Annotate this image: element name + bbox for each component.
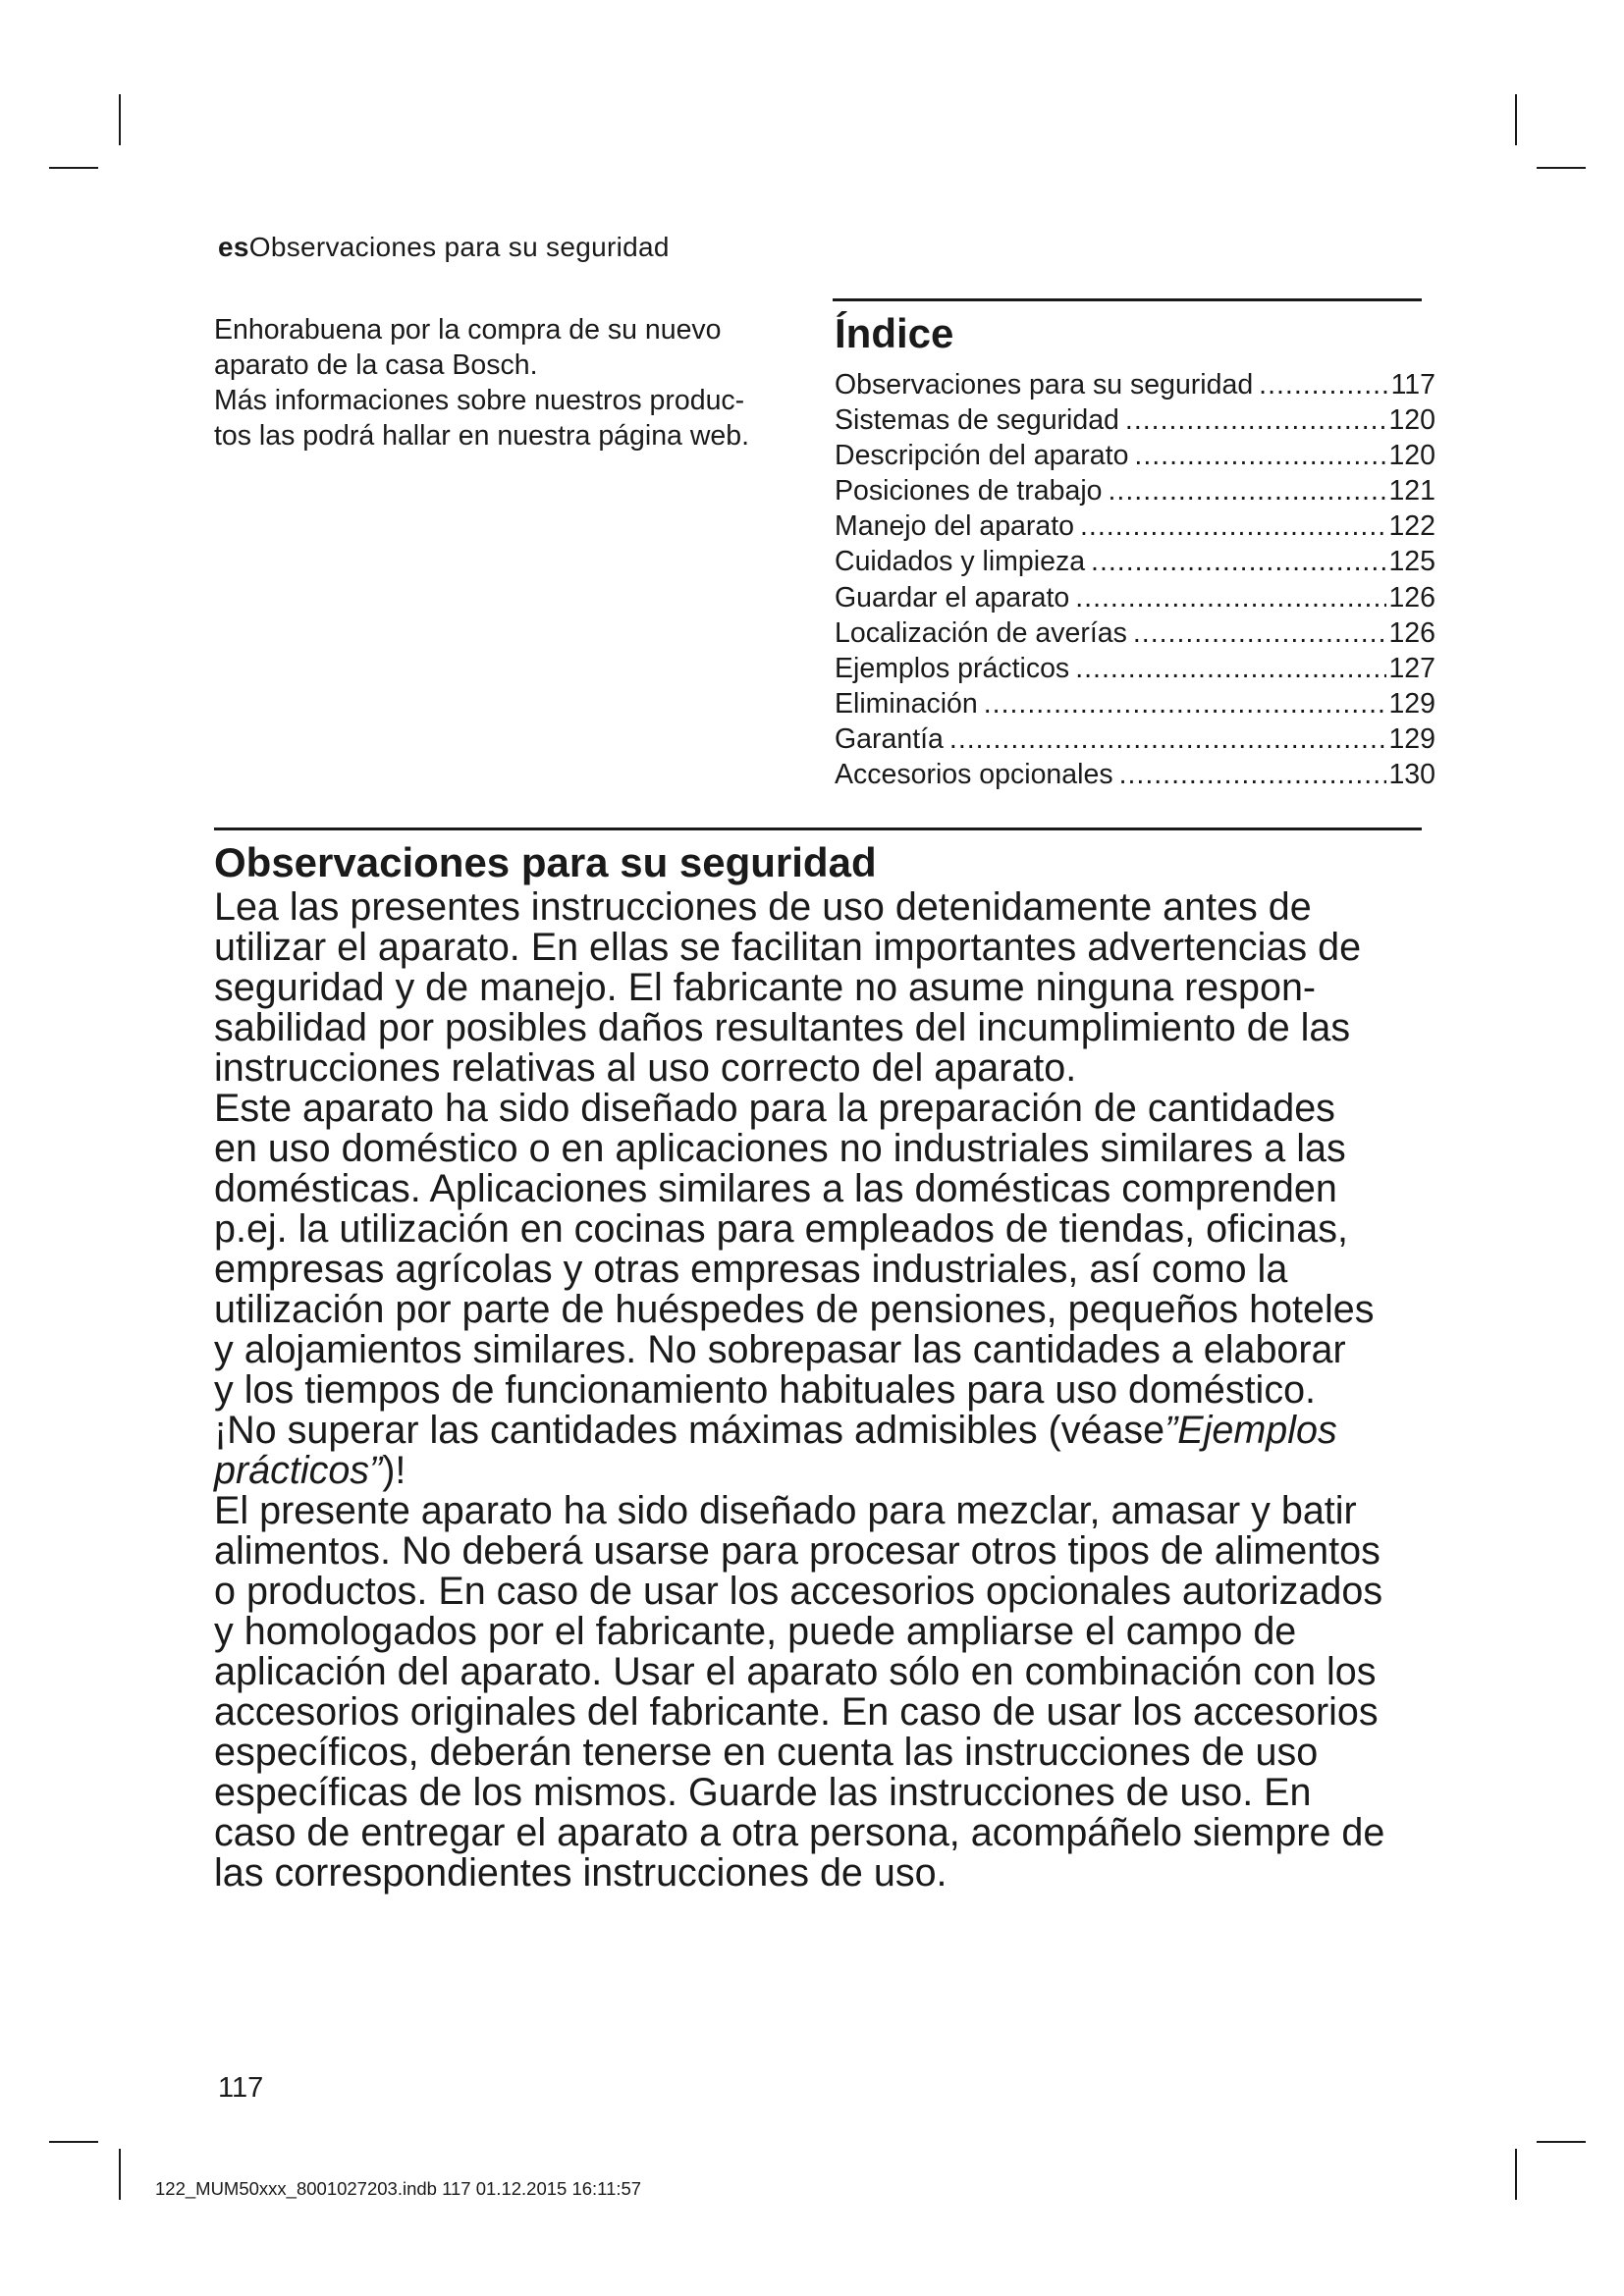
warning-text: )! [382,1449,406,1492]
toc-leader [1080,508,1386,544]
toc-leader [1125,402,1387,438]
body-line: y homologados por el fabricante, puede ampliarse el campo de [214,1610,1297,1653]
body-line: y los tiempos de funcionamiento habituales para uso doméstico. [214,1368,1317,1412]
toc-entry[interactable] [835,580,1435,615]
toc-leader [1259,367,1388,402]
toc-entry-label: Descripción del aparato [835,440,1129,472]
page-number: 117 [218,2072,264,2104]
body-line: domésticas. Aplicaciones similares a las domésticas comprenden [214,1167,1337,1210]
crop-mark-bottom-right [1515,2149,1517,2200]
toc-entry-page: 126 [1388,616,1435,649]
toc-entry-page: 121 [1388,475,1435,507]
index-title: Índice [835,310,954,356]
toc-entry-page: 129 [1388,722,1435,755]
body-line: p.ej. la utilización en cocinas para empleados de tiendas, oficinas, [214,1207,1348,1251]
toc-entry-page: 120 [1388,440,1435,472]
body-line: en uso doméstico o en aplicaciones no industriales similares a las [214,1127,1346,1170]
section-rule [214,828,1422,830]
toc-entry-page: 129 [1388,687,1435,720]
body-line: específicos, deberán tenerse en cuenta las instrucciones de uso [214,1731,1319,1774]
toc-leader [1119,757,1387,792]
toc-entry-label: Localización de averías [835,616,1127,649]
body-line: o productos. En caso de usar los accesorios opcionales autorizados [214,1570,1383,1613]
body-line: utilización por parte de huéspedes de pensiones, pequeños hoteles [214,1288,1375,1331]
body-line: empresas agrícolas y otras empresas industriales, así como la [214,1248,1288,1291]
crop-mark-bottom-right-h [1537,2141,1586,2143]
body-line: Este aparato ha sido diseñado para la preparación de cantidades [214,1087,1335,1130]
toc-leader [1075,580,1386,615]
cross-reference[interactable]: ”Ejemplos [1164,1409,1337,1452]
language-code: es [218,232,249,262]
toc-entry-page: 127 [1388,652,1435,684]
crop-mark-top-right [1515,94,1517,145]
toc-entry[interactable] [835,402,1435,438]
toc-entry-page: 125 [1388,546,1435,578]
table-of-contents [835,367,1435,792]
toc-entry-label: Ejemplos prácticos [835,652,1070,684]
body-line: El presente aparato ha sido diseñado para mezclar, amasar y batir [214,1489,1357,1532]
crop-mark-bottom-left-h [49,2141,98,2143]
toc-leader [984,686,1387,721]
body-line: y alojamientos similares. No sobrepasar las cantidades a elaborar [214,1328,1346,1371]
body-line: Lea las presentes instrucciones de uso detenidamente antes de [214,885,1312,929]
body-line: utilizar el aparato. En ellas se facilitan importantes advertencias de [214,926,1362,969]
toc-leader [1075,651,1386,686]
running-header-title: Observaciones para su seguridad [248,232,670,262]
toc-entry-page: 120 [1388,404,1435,437]
toc-entry-page: 126 [1388,581,1435,614]
crop-mark-bottom-left [119,2149,121,2200]
section-title: Observaciones para su seguridad [214,839,877,885]
toc-entry-label: Guardar el aparato [835,581,1070,614]
toc-entry[interactable] [835,686,1435,721]
intro-line: aparato de la casa Bosch. [214,349,538,381]
toc-entry[interactable] [835,438,1435,473]
print-slug: 122_MUM50xxx_8001027203.indb 117 01.12.2015 16:11:57 [155,2178,642,2199]
toc-entry[interactable] [835,651,1435,686]
toc-entry-page: 117 [1390,369,1435,400]
body-line: aplicación del aparato. Usar el aparato sólo en combinación con los [214,1650,1377,1693]
toc-entry[interactable] [835,508,1435,544]
intro-line: Enhorabuena por la compra de su nuevo [214,314,722,346]
toc-entry-label: Posiciones de trabajo [835,475,1103,507]
toc-entry-label: Eliminación [835,687,978,720]
toc-entry-label: Sistemas de seguridad [835,404,1119,437]
toc-entry-label: Observaciones para su seguridad [835,369,1254,400]
intro-line: tos las podrá hallar en nuestra página web. [214,420,750,452]
toc-entry[interactable] [835,473,1435,508]
body-line: seguridad y de manejo. El fabricante no asume ninguna respon- [214,966,1317,1009]
toc-entry-label: Accesorios opcionales [835,759,1113,791]
toc-entry[interactable] [835,721,1435,757]
cross-reference[interactable]: prácticos” [214,1449,383,1492]
toc-entry[interactable] [835,544,1435,579]
toc-entry-page: 130 [1388,759,1435,791]
crop-mark-top-left [119,94,121,145]
body-line: las correspondientes instrucciones de uso. [214,1851,947,1895]
toc-entry-label: Garantía [835,722,944,755]
running-header [218,232,670,263]
toc-leader [949,721,1387,757]
toc-leader [1134,438,1386,473]
crop-mark-top-right-h [1537,167,1586,169]
body-line: caso de entregar el aparato a otra persona, acompáñelo siempre de [214,1811,1385,1854]
body-line: alimentos. No deberá usarse para procesar otros tipos de alimentos [214,1529,1380,1573]
toc-entry-page: 122 [1388,510,1435,543]
toc-entry-label: Manejo del aparato [835,510,1075,543]
toc-leader [1109,473,1387,508]
toc-entry[interactable] [835,757,1435,792]
index-rule [833,298,1422,301]
crop-mark-top-left-h [49,167,98,169]
toc-entry-label: Cuidados y limpieza [835,546,1086,578]
warning-line [214,1411,1441,1451]
body-line: sabilidad por posibles daños resultantes del incumplimiento de las [214,1006,1351,1049]
toc-leader [1133,615,1387,651]
toc-entry[interactable] [835,615,1435,651]
warning-text: ¡No superar las cantidades máximas admisibles (véase [214,1409,1165,1452]
intro-paragraph [214,312,803,454]
intro-line: Más informaciones sobre nuestros produc- [214,385,745,416]
body-line: específicas de los mismos. Guarde las instrucciones de uso. En [214,1771,1312,1814]
body-line: accesorios originales del fabricante. En caso de usar los accesorios [214,1690,1379,1734]
toc-leader [1091,544,1386,579]
section-body [214,887,1441,1894]
body-line: instrucciones relativas al uso correcto del aparato. [214,1046,1077,1090]
warning-line [214,1451,1441,1491]
toc-entry[interactable] [835,367,1435,402]
